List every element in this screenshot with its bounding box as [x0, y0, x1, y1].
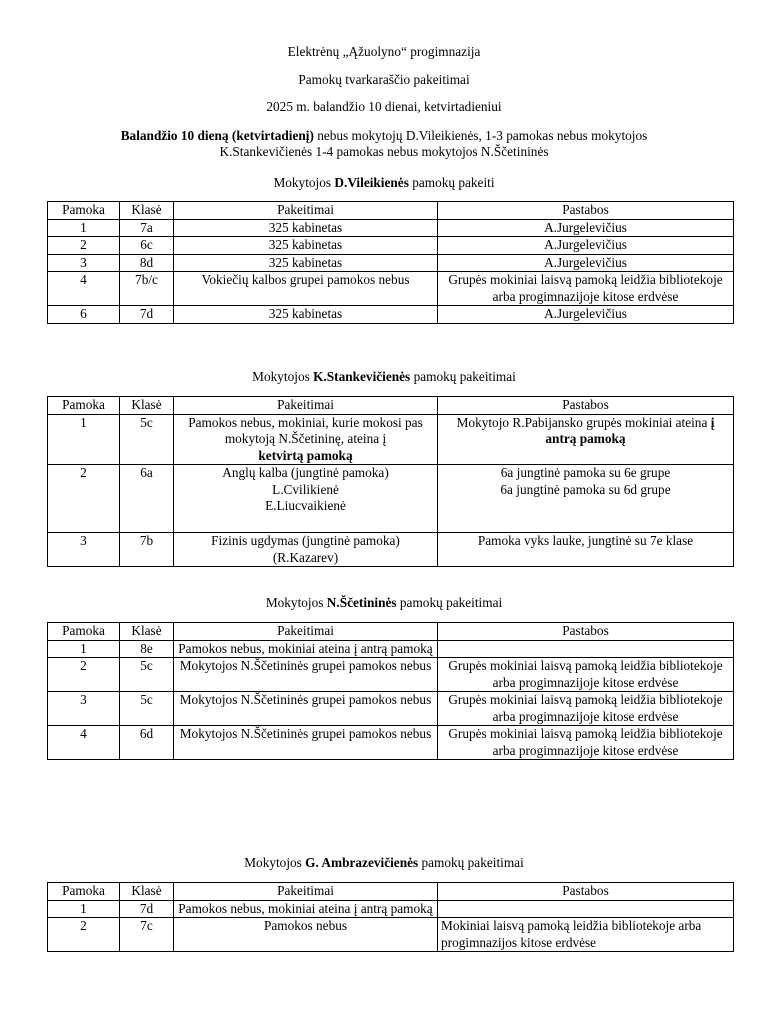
col-pastabos: Pastabos	[438, 202, 734, 220]
document-title: Pamokų tvarkaraščio pakeitimai	[298, 72, 470, 87]
table-row	[48, 658, 734, 692]
col-pakeitimai: Pakeitimai	[174, 202, 438, 220]
cell-pamoka: 2	[48, 237, 120, 255]
cell-pakeitimai: 325 kabinetas	[174, 237, 438, 255]
date-line: 2025 m. balandžio 10 dienai, ketvirtadieniui	[266, 99, 502, 114]
cell-line: L.Cvilikienė	[272, 481, 339, 497]
col-pastabos: Pastabos	[438, 883, 734, 901]
table-row	[48, 726, 734, 760]
intro-paragraph	[60, 128, 708, 160]
cell-pamoka: 1	[48, 640, 120, 658]
table-row	[48, 219, 734, 237]
cell-klase: 7c	[120, 918, 174, 952]
col-pamoka: Pamoka	[48, 623, 120, 641]
section3-teacher: N.Ščetininės	[326, 595, 397, 610]
cell-pastabos: A.Jurgelevičius	[438, 306, 734, 324]
section1-table	[47, 201, 734, 324]
table-row	[48, 306, 734, 324]
cell-pastabos	[438, 900, 734, 918]
cell-pamoka: 1	[48, 219, 120, 237]
cell-pastabos: Grupės mokiniai laisvą pamoką leidžia bibliotekoje arba progimnazijoje kitose erdvėse	[438, 272, 734, 306]
cell-pastabos-bold: į antrą pamoką	[545, 414, 715, 446]
cell-klase: 7a	[120, 219, 174, 237]
cell-pastabos: Pamoka vyks lauke, jungtinė su 7e klase	[438, 533, 734, 567]
cell-pastabos	[438, 640, 734, 658]
cell-pastabos: Grupės mokiniai laisvą pamoką leidžia bibliotekoje arba progimnazijoje kitose erdvėse	[438, 692, 734, 726]
cell-pamoka: 4	[48, 272, 120, 306]
col-pastabos: Pastabos	[438, 397, 734, 415]
school-name: Elektrėnų „Ąžuolyno“ progimnazija	[287, 44, 481, 59]
section4-teacher: G. Ambrazevičienės	[305, 855, 419, 870]
section4-table	[47, 882, 734, 952]
cell-klase: 8e	[120, 640, 174, 658]
cell-pakeitimai	[174, 465, 438, 533]
cell-pastabos: Mokiniai laisvą pamoką leidžia bibliotekoje arba progimnazijos kitose erdvėse	[438, 918, 734, 952]
section3-prefix: Mokytojos	[265, 595, 327, 610]
cell-pamoka: 1	[48, 414, 120, 465]
table-row	[48, 640, 734, 658]
section2-prefix: Mokytojos	[252, 369, 314, 384]
table-row	[48, 692, 734, 726]
col-klase: Klasė	[120, 202, 174, 220]
cell-pastabos: A.Jurgelevičius	[438, 254, 734, 272]
section2-suffix: pamokų pakeitimai	[410, 369, 516, 384]
cell-pakeitimai: Pamokos nebus	[174, 918, 438, 952]
section1-title	[0, 175, 768, 191]
cell-pakeitimai: Pamokos nebus, mokiniai ateina į antrą pamoką	[174, 900, 438, 918]
cell-klase: 7d	[120, 900, 174, 918]
cell-pamoka: 4	[48, 726, 120, 760]
cell-pamoka: 3	[48, 533, 120, 567]
section3-table	[47, 622, 734, 760]
col-pakeitimai: Pakeitimai	[174, 883, 438, 901]
cell-line: 6a jungtinė pamoka su 6e grupe	[500, 465, 671, 480]
cell-pastabos: A.Jurgelevičius	[438, 219, 734, 237]
cell-klase: 5c	[120, 692, 174, 726]
intro-line1: nebus mokytojų D.Vileikienės, 1-3 pamokas nebus mokytojos	[313, 128, 648, 143]
cell-pamoka: 3	[48, 254, 120, 272]
cell-pakeitimai: Mokytojos N.Ščetininės grupei pamokos nebus	[174, 726, 438, 760]
col-klase: Klasė	[120, 623, 174, 641]
col-pamoka: Pamoka	[48, 202, 120, 220]
section1-prefix: Mokytojos	[273, 175, 335, 190]
cell-klase: 5c	[120, 658, 174, 692]
table-row	[48, 465, 734, 533]
cell-pakeitimai-text: Pamokos nebus, mokiniai, kurie mokosi pas mokytoją N.Ščetininę, ateina į	[188, 414, 423, 446]
cell-pamoka: 6	[48, 306, 120, 324]
cell-pakeitimai: 325 kabinetas	[174, 306, 438, 324]
section1-suffix: pamokų pakeiti	[408, 175, 495, 190]
table-row	[48, 414, 734, 465]
cell-pakeitimai: Pamokos nebus, mokiniai ateina į antrą pamoką	[174, 640, 438, 658]
section2-teacher: K.Stankevičienės	[313, 369, 411, 384]
cell-pamoka: 2	[48, 658, 120, 692]
table-header-row	[48, 623, 734, 641]
cell-klase: 5c	[120, 414, 174, 465]
cell-klase: 7b/c	[120, 272, 174, 306]
cell-pastabos	[438, 414, 734, 465]
cell-pakeitimai: Mokytojos N.Ščetininės grupei pamokos nebus	[174, 658, 438, 692]
table-row	[48, 272, 734, 306]
cell-line: Anglų kalba (jungtinė pamoka)	[222, 465, 389, 480]
cell-klase: 6c	[120, 237, 174, 255]
section4-suffix: pamokų pakeitimai	[418, 855, 524, 870]
cell-line: E.Liucvaikienė	[265, 498, 346, 513]
cell-pakeitimai: 325 kabinetas	[174, 254, 438, 272]
table-row	[48, 254, 734, 272]
intro-line2: K.Stankevičienės 1-4 pamokas nebus mokytojos N.Ščetininės	[219, 144, 549, 159]
table-header-row	[48, 397, 734, 415]
cell-klase: 6d	[120, 726, 174, 760]
table-row	[48, 237, 734, 255]
cell-klase: 7d	[120, 306, 174, 324]
col-pastabos: Pastabos	[438, 623, 734, 641]
table-header-row	[48, 202, 734, 220]
cell-klase: 6a	[120, 465, 174, 533]
table-header-row	[48, 883, 734, 901]
table-row	[48, 918, 734, 952]
section4-title	[0, 855, 768, 871]
cell-pamoka: 2	[48, 918, 120, 952]
section3-title	[0, 595, 768, 611]
table-row	[48, 533, 734, 567]
cell-pastabos: A.Jurgelevičius	[438, 237, 734, 255]
col-pamoka: Pamoka	[48, 883, 120, 901]
section3-suffix: pamokų pakeitimai	[396, 595, 503, 610]
cell-pakeitimai: Mokytojos N.Ščetininės grupei pamokos nebus	[174, 692, 438, 726]
intro-bold: Balandžio 10 dieną (ketvirtadienį)	[120, 128, 314, 143]
cell-pastabos: Grupės mokiniai laisvą pamoką leidžia bibliotekoje arba progimnazijoje kitose erdvėse	[438, 726, 734, 760]
cell-pakeitimai: Vokiečių kalbos grupei pamokos nebus	[174, 272, 438, 306]
cell-line: 6a jungtinė pamoka su 6d grupe	[500, 481, 671, 497]
cell-pamoka: 1	[48, 900, 120, 918]
col-klase: Klasė	[120, 397, 174, 415]
cell-klase: 7b	[120, 533, 174, 567]
col-klase: Klasė	[120, 883, 174, 901]
section1-teacher: D.Vileikienės	[334, 175, 409, 190]
cell-pakeitimai	[174, 414, 438, 465]
col-pakeitimai: Pakeitimai	[174, 623, 438, 641]
cell-pakeitimai-bold: ketvirtą pamoką	[258, 447, 353, 463]
col-pamoka: Pamoka	[48, 397, 120, 415]
cell-pakeitimai: Fizinis ugdymas (jungtinė pamoka) (R.Kazarev)	[174, 533, 438, 567]
cell-pastabos: Grupės mokiniai laisvą pamoką leidžia bibliotekoje arba progimnazijoje kitose erdvėse	[438, 658, 734, 692]
table-row	[48, 900, 734, 918]
section4-prefix: Mokytojos	[244, 855, 306, 870]
section2-table	[47, 396, 734, 567]
section2-title	[0, 369, 768, 385]
cell-pakeitimai: 325 kabinetas	[174, 219, 438, 237]
cell-pastabos-text: Mokytojo R.Pabijansko grupės mokiniai ateina	[456, 414, 711, 430]
cell-pamoka: 3	[48, 692, 120, 726]
cell-klase: 8d	[120, 254, 174, 272]
cell-pamoka: 2	[48, 465, 120, 533]
col-pakeitimai: Pakeitimai	[174, 397, 438, 415]
cell-pastabos	[438, 465, 734, 533]
